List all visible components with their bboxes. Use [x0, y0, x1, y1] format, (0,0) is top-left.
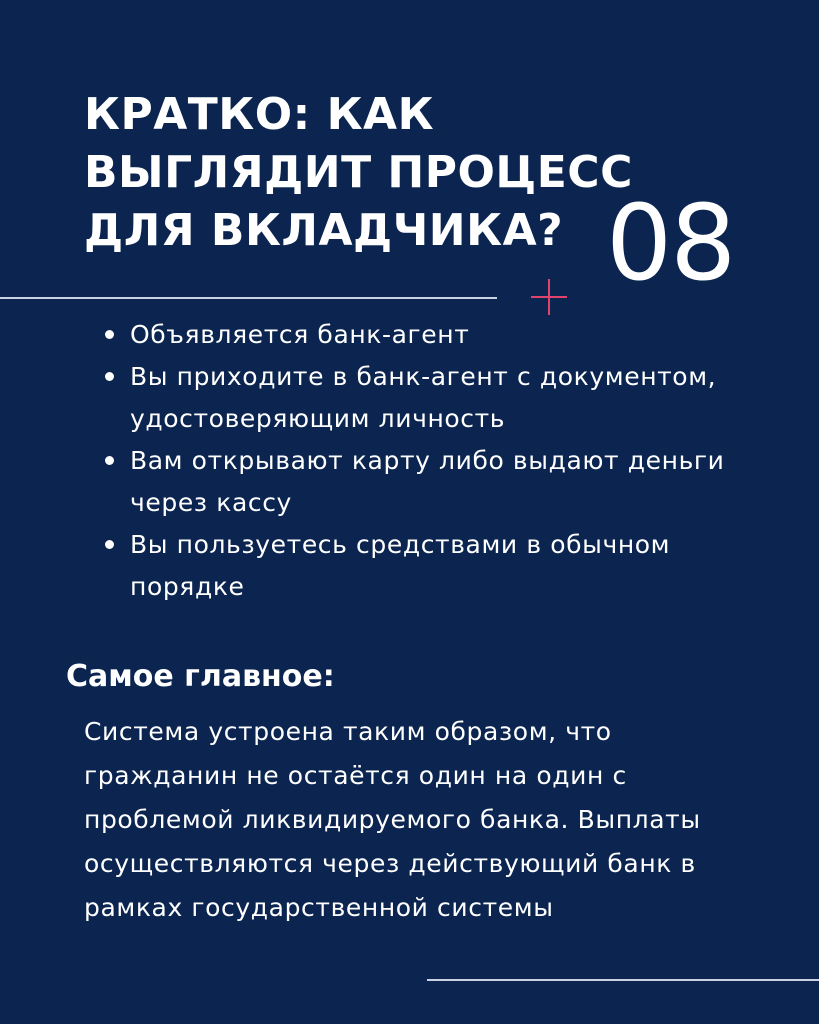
title-line-1: КРАТКО: КАК	[84, 89, 435, 140]
summary-text: Система устроена таким образом, что гражданин не остаётся один на один с проблемой ликвидируемого банка. Выплаты осуществляются через действующий банк в рамках государственной системы	[84, 717, 701, 922]
page-number: 08	[606, 182, 735, 304]
summary-heading: Самое главное:	[66, 659, 335, 694]
bottom-divider	[427, 979, 819, 981]
title-line-3: ДЛЯ ВКЛАДЧИКА?	[84, 205, 564, 256]
list-item: Вам открывают карту либо выдают деньги через кассу	[100, 440, 740, 524]
list-item: Вы пользуетесь средствами в обычном порядке	[100, 524, 740, 608]
top-divider	[0, 297, 497, 299]
list-item: Объявляется банк-агент	[100, 314, 740, 356]
plus-icon	[531, 279, 567, 315]
process-steps-list	[100, 314, 740, 608]
slide-title	[84, 86, 644, 260]
title-line-2: ВЫГЛЯДИТ ПРОЦЕСС	[84, 147, 633, 198]
list-item: Вы приходите в банк-агент с документом, удостоверяющим личность	[100, 356, 740, 440]
